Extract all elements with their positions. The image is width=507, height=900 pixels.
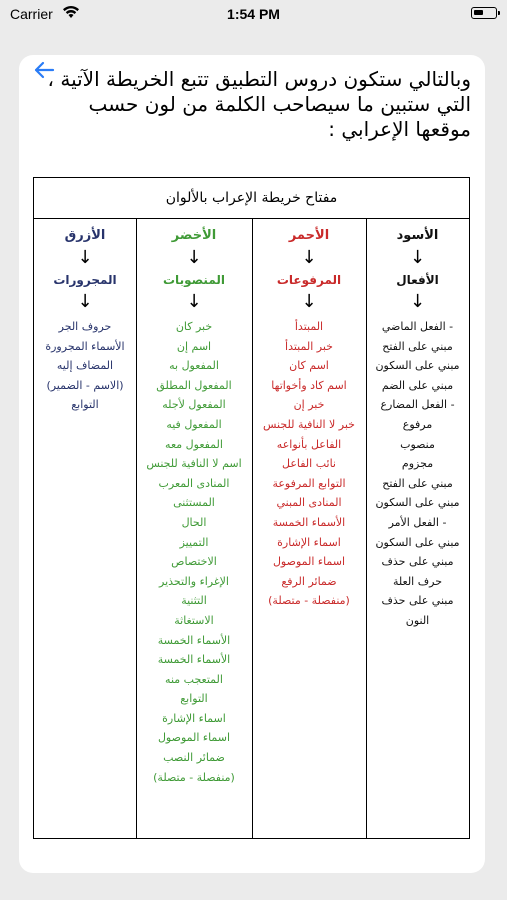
column-item: مبني على حذف <box>381 594 454 608</box>
column-subheader: الأفعال <box>396 273 439 287</box>
chart-title: مفتاح خريطة الإعراب بالألوان <box>34 178 469 219</box>
column-item: - الفعل الأمر <box>388 515 447 529</box>
column-item: مبني على الفتح <box>382 339 453 353</box>
column-item: التوابع <box>71 398 99 412</box>
column-item: اسم كاد وأخواتها <box>271 378 347 392</box>
column-item: خبر المبتدأ <box>285 339 333 353</box>
down-arrow-icon: ↓ <box>409 247 426 268</box>
intro-text: وبالتالي ستكون دروس التطبيق تتبع الخريطة الآتية ، التي ستبين ما سيصاحب الكلمة من لون حسب موقعها الإعرابي : <box>47 67 471 141</box>
column-item: مبني على السكون <box>375 496 460 510</box>
column-item: اسماء الإشارة <box>277 535 341 549</box>
column-subheader: المرفوعات <box>276 273 342 287</box>
column-item: ضمائر النصب <box>163 751 225 765</box>
down-arrow-icon: ↓ <box>77 247 93 268</box>
column-item: خبر كان <box>175 320 213 333</box>
column-item: المتعجب منه <box>165 672 223 686</box>
column-item: النون <box>405 613 430 627</box>
column-item: المنادى المعرب <box>158 476 230 490</box>
column-item: خبر لا النافية للجنس <box>263 417 355 431</box>
column-header: الأخضر <box>171 228 217 243</box>
column-item: مبني على السكون <box>375 535 460 549</box>
column-item: الأسماء الخمسة <box>157 633 231 647</box>
column-items <box>34 317 136 415</box>
down-arrow-icon: ↓ <box>186 247 202 268</box>
down-arrow-icon: ↓ <box>186 291 202 312</box>
down-arrow-icon: ↓ <box>77 291 93 312</box>
column-items <box>136 317 252 787</box>
content-card <box>19 55 485 873</box>
column-items <box>366 317 469 631</box>
column-item: التوابع المرفوعة <box>272 476 346 490</box>
down-arrow-icon: ↓ <box>301 291 317 312</box>
column-subheader: المجرورات <box>53 273 117 287</box>
column-item: اسم لا النافية للجنس <box>146 457 242 471</box>
column-item: الأسماء الخمسة <box>272 515 346 529</box>
column-item: المستثنى <box>173 496 215 510</box>
column-item: التوابع <box>180 692 208 706</box>
column-item: الحال <box>181 515 207 529</box>
column-item: المفعول لأجله <box>162 398 226 412</box>
column-item: التمييز <box>179 535 209 549</box>
column-item: مبني على السكون <box>375 359 460 373</box>
column-item: اسماء الموصول <box>272 555 346 569</box>
column-subheader: المنصوبات <box>163 273 225 287</box>
column-item: الاختصاص <box>171 555 217 569</box>
column-blue <box>34 218 137 838</box>
column-item: مبني على الضم <box>381 378 454 392</box>
column-item: المفعول به <box>169 359 219 373</box>
column-item: اسماء الإشارة <box>162 711 226 725</box>
column-item: الأسماء الخمسة <box>157 653 231 667</box>
column-item: مجزوم <box>401 457 434 471</box>
carrier-label: Carrier <box>10 6 53 22</box>
column-header: الأحمر <box>288 228 330 243</box>
column-item: مرفوع <box>402 417 433 431</box>
status-bar <box>0 0 507 28</box>
column-item: (منفصلة - متصلة) <box>153 770 235 784</box>
status-time: 1:54 PM <box>227 6 280 22</box>
column-item: التثنية <box>181 594 207 608</box>
column-item: ضمائر الرفع <box>281 574 337 588</box>
column-items <box>252 317 366 611</box>
column-item: نائب الفاعل <box>282 457 336 471</box>
column-black <box>366 218 469 838</box>
column-header: الأسود <box>396 228 439 243</box>
column-item: الاستغاثة <box>174 613 214 627</box>
column-item: اسم إن <box>176 339 212 353</box>
column-red <box>252 218 367 838</box>
column-item: حروف الجر <box>58 320 112 333</box>
column-green <box>136 218 253 838</box>
column-item: المفعول فيه <box>166 417 222 431</box>
parsing-color-chart <box>33 177 470 839</box>
column-item: الفاعل بأنواعه <box>276 437 342 451</box>
column-item: اسماء الموصول <box>157 731 231 745</box>
column-item: حرف العلة <box>392 574 443 588</box>
column-item: الأسماء المجرورة <box>45 339 125 353</box>
column-item: المفعول المطلق <box>156 378 232 392</box>
battery-icon <box>471 7 497 19</box>
column-item: المفعول معه <box>165 437 223 451</box>
column-item: (منفصلة - متصلة) <box>268 594 350 608</box>
down-arrow-icon: ↓ <box>409 291 426 312</box>
column-item: المبتدأ <box>294 320 324 333</box>
column-item: الإغراء والتحذير <box>159 574 229 588</box>
column-header: الأزرق <box>64 228 106 243</box>
down-arrow-icon: ↓ <box>301 247 317 268</box>
column-item: خبر إن <box>293 398 325 412</box>
column-item: (الاسم - الضمير) <box>46 378 124 392</box>
column-item: - الفعل الماضي <box>381 320 454 333</box>
column-item: مبني على الفتح <box>382 476 453 490</box>
column-item: منصوب <box>400 437 435 451</box>
column-item: اسم كان <box>289 359 329 373</box>
column-item: مبني على حذف <box>381 555 454 569</box>
column-item: المضاف إليه <box>56 359 114 373</box>
column-item: المنادى المبني <box>276 496 342 510</box>
column-item: - الفعل المضارع <box>380 398 455 412</box>
